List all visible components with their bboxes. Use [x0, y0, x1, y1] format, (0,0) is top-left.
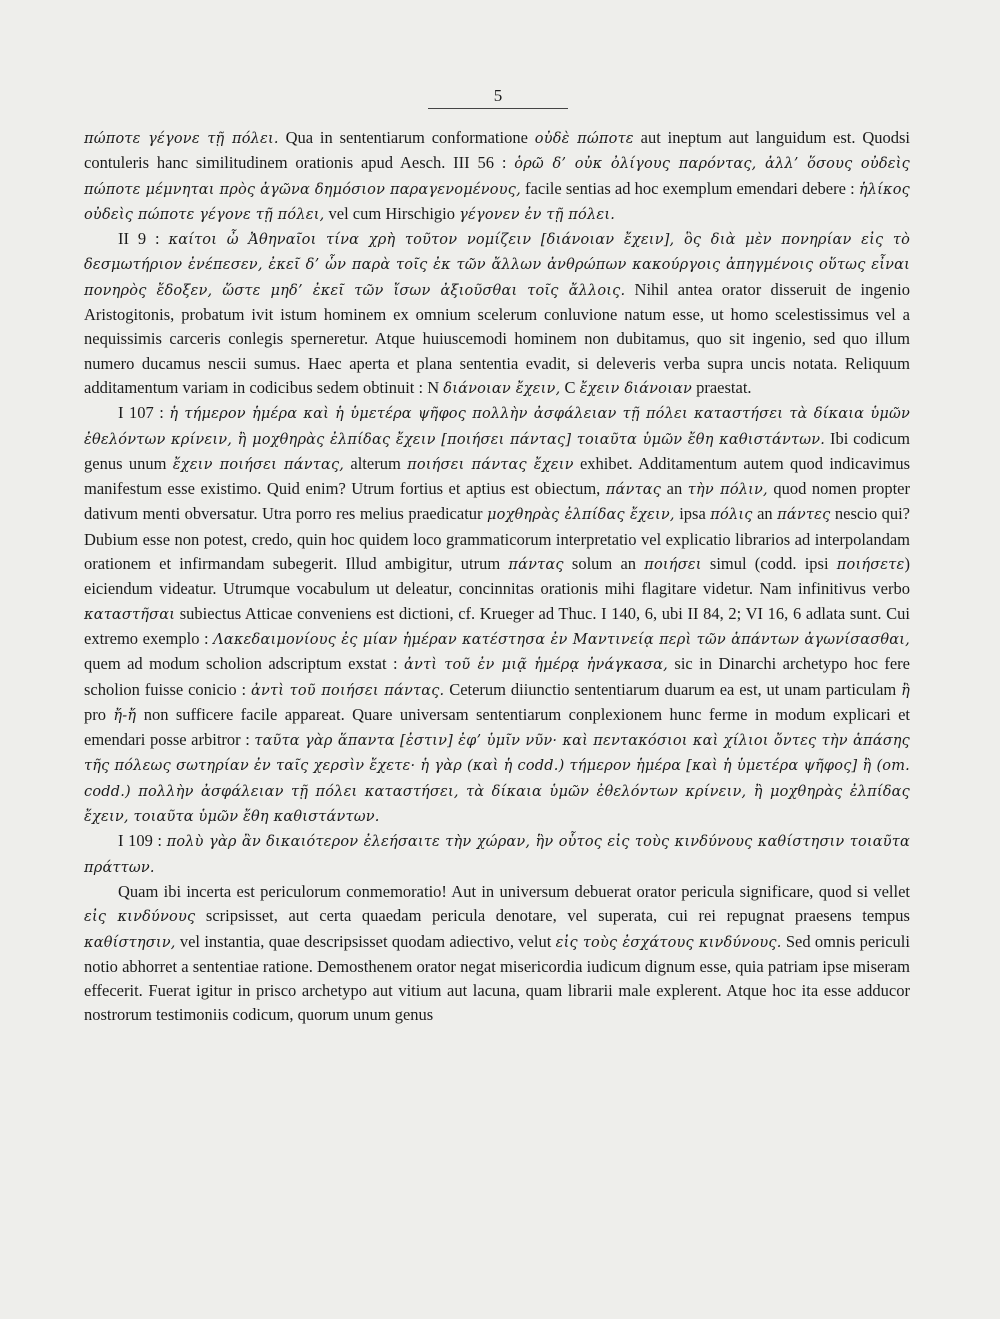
latin-text: an — [752, 504, 778, 524]
body-text — [84, 126, 910, 1028]
greek-text: ταῦτα γὰρ ἅπαντα [ἐστιν] ἐφ’ ὑμῖν νῦν· καὶ πεντακόσιοι καὶ χίλιοι ὄντες τὴν ἁπάσης τῆς πόλεως σωτηρίαν ἐν ταῖς χερσὶν ἔχετε· ἡ γὰρ (καὶ ἡ codd.) τήμερον ἡμέρα [καὶ ἡ ὑμετέρα ψῆφος] ἢ (om. codd.) πολλὴν ἀσφάλειαν τῇ πόλει καταστήσει, τὰ δίκαια ὑμῶν ἐθελόντων κρίνειν, ἢ μοχθηρὰς ἐλπίδας ἔχειν, τοιαῦτα ὑμῶν ἔθη καθιστάντων. — [84, 733, 911, 826]
latin-text: Ceterum diiunctio sententiarum duarum ea est, ut unam particulam — [444, 679, 902, 699]
latin-text: praestat. — [691, 377, 752, 397]
latin-text: ) eiciendum videatur. Utrumque vocabulum ut deleatur, concinnitas orationis mihi flagitare videtur. Nam infinitivus verbo — [84, 554, 910, 599]
greek-text: ἀντὶ τοῦ ἐν μιᾷ ἡμέρᾳ ἠνάγκασα, — [404, 657, 668, 674]
latin-text: simul (codd. ipsi — [701, 554, 837, 574]
latin-text: an — [661, 479, 688, 499]
latin-text: quod nomen propter dativum menti obversatur. Utra porro res melius praedicatur — [84, 479, 911, 524]
greek-text: ἔχειν διάνοιαν — [579, 380, 692, 397]
latin-text: sic in Dinarchi archetypo hoc fere scholion fuisse conicio : — [84, 654, 910, 699]
latin-text: II 9 : — [118, 229, 169, 249]
latin-text: pro — [84, 704, 114, 724]
latin-text: vel instantia, quae descripsisset quodam adiectivo, velut — [175, 931, 556, 951]
latin-text: Ibi codicum genus unum — [84, 428, 910, 473]
greek-text: ποιήσετε — [836, 557, 905, 574]
greek-text: τὴν πόλιν, — [687, 482, 768, 499]
paragraph — [84, 126, 910, 227]
latin-text: Sed omnis periculi notio abhorret a sententiae ratione. Demosthenem orator negat misericordia iudicum dignum esse, quia patriam ipse miseram effecerit. Fuerat igitur in prisco archetypo aut vitium aut lacuna, quam librarii male explerent. Atque hoc ita esse adducor nostrorum testimoniis codicum, quorum unum genus — [84, 931, 910, 1025]
latin-text: nescio qui? Dubium esse non potest, credo, quin hoc quidem loco grammaticorum interpretatio vel explicatio librarios ad interpolandam orationem et infirmandam subegerit. Illud ambigitur, utrum — [84, 504, 910, 574]
latin-text: alterum — [344, 453, 408, 473]
greek-text: εἰς κινδύνους — [84, 909, 196, 926]
greek-text: ποιήσει — [644, 557, 702, 574]
greek-text: Λακεδαιμονίους ἐς μίαν ἡμέραν κατέστησα ἐν Μαντινείᾳ περὶ τῶν ἁπάντων ἀγωνίσασθαι, — [213, 631, 910, 648]
latin-text: facile sentias ad hoc exemplum emendari debere : — [520, 178, 859, 198]
latin-text: Quam ibi incerta est periculorum conmemoratio! Aut in universum debuerat orator pericula significare, quod si vellet — [118, 881, 910, 901]
greek-text: καθίστησιν, — [84, 934, 176, 951]
latin-text: aut ineptum aut languidum est. Quodsi contuleris hanc similitudinem orationis apud Aesch. III 56 : — [84, 128, 911, 173]
latin-text: I 109 : — [118, 831, 167, 851]
greek-text: διάνοιαν ἔχειν, — [443, 380, 561, 397]
latin-text: ipsa — [674, 504, 711, 524]
latin-text: Qua in sententiarum conformatione — [278, 128, 535, 147]
latin-text: I 107 : — [118, 403, 170, 423]
latin-text: C — [560, 377, 580, 397]
greek-text: μοχθηρὰς ἐλπίδας ἔχειν, — [487, 507, 675, 524]
latin-text: Nihil antea orator disseruit de ingenio Aristogitonis, probatum ivit istum hominem ex omnium scelerum conluvione natum esse, ut homo scelestissimus vel a nequissimis carceris conlegis sperneretur. Atque huiuscemodi hominem non dubitamus, quo sit ingenio, sed quo illum numero ducamus nescii sumus. Haec aperta et plana sententia evadit, si deleveris verba supra uncis notata. Reliquum additamentum variam in codicibus sedem obtinuit : N — [84, 279, 910, 397]
greek-text: πολὺ γὰρ ἂν δικαιότερον ἐλεήσαιτε τὴν χώραν, ἣν οὗτος εἰς τοὺς κινδύνους καθίστησιν τοιαῦτα πράττων. — [84, 834, 910, 876]
latin-text: solum an — [563, 554, 645, 574]
greek-text: γέγονεν ἐν τῇ πόλει. — [459, 206, 616, 223]
latin-text: subiectus Atticae conveniens est dictioni, cf. Krueger ad Thuc. I 140, 6, ubi II 84, 2; VI 16, 6 adlata sunt. Cui extremo exemplo : — [84, 603, 910, 648]
greek-text: ἢ — [901, 682, 911, 699]
latin-text: vel cum Hirschigio — [324, 203, 460, 223]
greek-text: εἰς τοὺς ἐσχάτους κινδύνους. — [555, 934, 782, 951]
page-number: 5 — [493, 86, 503, 105]
greek-text: ἔχειν ποιήσει πάντας, — [172, 456, 345, 473]
header-rule — [428, 108, 568, 109]
greek-text: πάντες — [777, 507, 831, 524]
greek-text: καίτοι ὦ Ἀθηναῖοι τίνα χρὴ τοῦτον νομίζειν [διάνοιαν ἔχειν], ὃς διὰ μὲν πονηρίαν εἰς τὸ δεσμωτήριον ἐνέπεσεν, ἐκεῖ δ’ ὧν παρὰ τοῖς ἐκ τῶν ἄλλων ἀνθρώπων κακούργοις ἀπηγμένοις οὕτως εἶναι πονηρὸς ἔδοξεν, ὥστε μηδ’ ἐκεῖ τῶν ἴσων ἀξιοῦσθαι τοῖς ἄλλοις. — [84, 232, 910, 299]
page-header — [428, 86, 568, 109]
greek-text: καταστῆσαι — [84, 606, 176, 623]
latin-text: non sufficere facile appareat. Quare universam sententiarum conplexionem hunc ferme in modum explicari et emendari posse arbitror : — [84, 704, 910, 750]
latin-text: scripsisset, aut certa quaedam pericula denotare, vel superata, cui rei repugnat praesens tempus — [195, 906, 910, 926]
paragraph — [84, 227, 910, 401]
greek-text: πάντας — [508, 557, 564, 574]
paragraph — [84, 401, 910, 829]
greek-text: ἤ-ἤ — [113, 707, 137, 724]
paragraph — [84, 829, 910, 880]
latin-text: exhibet. Additamentum autem quod indicavimus manifestum esse existimo. Quid enim? Utrum fortius et aptius est obiectum, — [84, 453, 910, 499]
greek-text: πάντας — [605, 482, 662, 499]
greek-text: ὁρῶ δ’ οὐκ ὀλίγους παρόντας, ἀλλ’ ὅσους οὐδεὶς πώποτε μέμνηται πρὸς ἀγῶνα δημόσιον παραγενομένους, — [84, 156, 910, 198]
greek-text: ἀντὶ τοῦ ποιήσει πάντας. — [250, 682, 445, 699]
greek-text: οὐδὲ πώποτε — [534, 131, 634, 147]
greek-text: πόλις — [710, 507, 753, 524]
greek-text: ποιήσει πάντας ἔχειν — [407, 456, 574, 473]
paragraph — [84, 880, 910, 1028]
greek-text: πώποτε γέγονε τῇ πόλει. — [84, 131, 279, 147]
greek-text: ἡ τήμερον ἡμέρα καὶ ἡ ὑμετέρα ψῆφος πολλὴν ἀσφάλειαν τῇ πόλει καταστήσει τὰ δίκαια ὑμῶν ἐθελόντων κρίνειν, ἢ μοχθηρὰς ἐλπίδας ἔχειν [ποιήσει πάντας] τοιαῦτα ὑμῶν ἔθη καθιστάντων. — [84, 406, 910, 448]
latin-text: quem ad modum scholion adscriptum exstat : — [84, 654, 405, 674]
greek-text: ἡλίκος οὐδεὶς πώποτε γέγονε τῇ πόλει, — [84, 181, 910, 223]
